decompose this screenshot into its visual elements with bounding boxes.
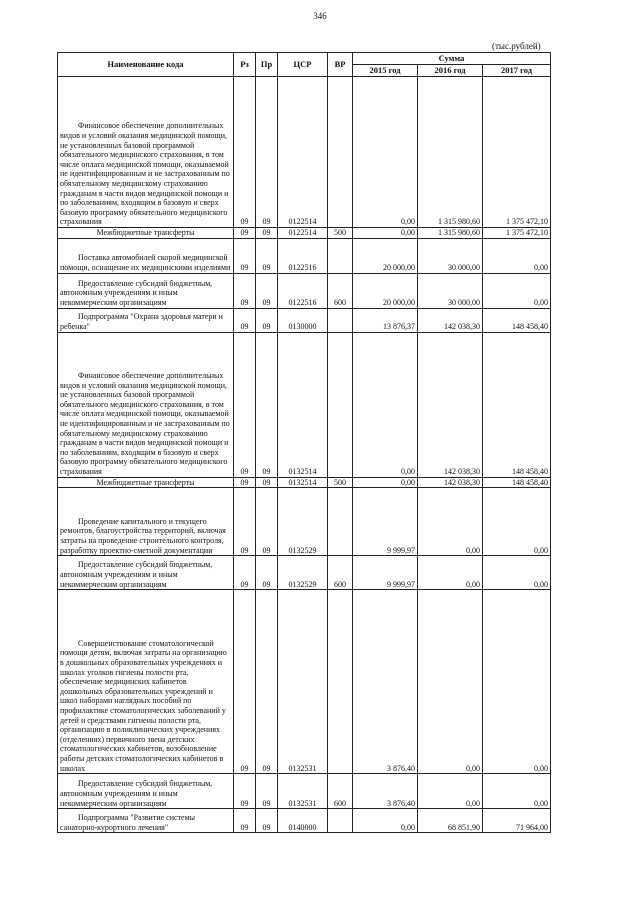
row-2016: 30 000,00 [418, 273, 483, 308]
row-2015: 0,00 [353, 809, 418, 833]
row-pr: 09 [256, 332, 278, 477]
row-name: Проведение капитального и текущего ремонтов, благоустройства территорий, включая затраты на проведение строительного контроля, разработку проектно-сметной документации [58, 488, 234, 556]
row-csr: 0132529 [278, 556, 328, 590]
row-2016: 142 038,30 [418, 477, 483, 488]
row-2015: 3 876,40 [353, 774, 418, 809]
row-pr: 09 [256, 77, 278, 228]
row-2015: 9 999,97 [353, 556, 418, 590]
row-csr: 0122514 [278, 77, 328, 228]
header-sum: Сумма [353, 53, 551, 65]
table-row [58, 228, 551, 239]
row-rz: 09 [234, 228, 256, 239]
row-name: Финансовое обеспечение дополнительных видов и условий оказания медицинской помощи, не установленных базовой программой обязательного медицинского страхования, в том числе оплата медицинской помощи, оказываемой не идентифицированным и не застрахованным по обязательному медицинскому страхованию гражданам в части видов медицинской помощи и по заболеваниям, входящим в базовую и сверх базовую программу обязательного медицинского страхования [58, 332, 234, 477]
row-2016: 0,00 [418, 556, 483, 590]
header-2015: 2015 год [353, 65, 418, 77]
row-name: Совершенствование стоматологической помощи детям, включая затраты на организацию в дошкольных образовательных учреждениях и школах уголков гигиены полости рта, обеспечение медицинских кабинетов дошкольных образовательных учреждений и школ наборами наглядных пособий по профилактике стоматологических заболеваний у детей и средствами гигиены полости рта, организацию в поликлинических учреждениях (отделениях) первичного звена детских стоматологических кабинетов, возобновление работы детских стоматологических кабинетов в школах [58, 590, 234, 774]
row-2017: 0,00 [483, 488, 551, 556]
row-csr: 0132529 [278, 488, 328, 556]
row-2017: 0,00 [483, 238, 551, 273]
row-vr [328, 809, 353, 833]
row-pr: 09 [256, 273, 278, 308]
row-name: Межбюджетные трансферты [58, 477, 234, 488]
row-csr: 0122516 [278, 273, 328, 308]
row-2017: 1 375 472,10 [483, 228, 551, 239]
row-pr: 09 [256, 556, 278, 590]
row-rz: 09 [234, 77, 256, 228]
row-vr: 600 [328, 774, 353, 809]
row-name: Предоставление субсидий бюджетным, автономным учреждениям и иным некоммерческим организациям [58, 273, 234, 308]
row-2015: 0,00 [353, 228, 418, 239]
row-2015: 20 000,00 [353, 273, 418, 308]
row-vr [328, 590, 353, 774]
row-2016: 30 000,00 [418, 238, 483, 273]
row-name: Межбюджетные трансферты [58, 228, 234, 239]
table-row [58, 590, 551, 774]
row-rz: 09 [234, 556, 256, 590]
row-pr: 09 [256, 228, 278, 239]
row-rz: 09 [234, 809, 256, 833]
row-rz: 09 [234, 477, 256, 488]
table-row [58, 308, 551, 332]
row-2016: 0,00 [418, 774, 483, 809]
row-2016: 142 038,30 [418, 332, 483, 477]
row-csr: 0130000 [278, 308, 328, 332]
row-rz: 09 [234, 238, 256, 273]
units-note: (тыс.рублей) [492, 41, 541, 51]
row-2017: 148 458,40 [483, 477, 551, 488]
table-row [58, 809, 551, 833]
row-csr: 0122516 [278, 238, 328, 273]
table-row [58, 488, 551, 556]
header-pr: Пр [256, 53, 278, 77]
row-2015: 0,00 [353, 477, 418, 488]
row-2016: 1 315 980,60 [418, 77, 483, 228]
header-csr: ЦСР [278, 53, 328, 77]
row-2015: 13 876,37 [353, 308, 418, 332]
row-name: Подпрограмма "Охрана здоровья матери и ребенка" [58, 308, 234, 332]
row-pr: 09 [256, 308, 278, 332]
row-name: Финансовое обеспечение дополнительных видов и условий оказания медицинской помощи, не установленных базовой программой обязательного медицинского страхования, в том числе оплата медицинской помощи, оказываемой не идентифицированным и не застрахованным по обязательному медицинскому страхованию гражданам в части видов медицинской помощи и по заболеваниям, входящим в базовую и сверх базовую программу обязательного медицинского страхования [58, 77, 234, 228]
row-vr: 500 [328, 228, 353, 239]
row-vr [328, 332, 353, 477]
budget-table [57, 52, 551, 833]
table-row [58, 774, 551, 809]
row-2016: 68 851,90 [418, 809, 483, 833]
row-2017: 1 375 472,10 [483, 77, 551, 228]
header-2016: 2016 год [418, 65, 483, 77]
page-number: 346 [313, 11, 327, 21]
row-vr [328, 308, 353, 332]
row-vr [328, 488, 353, 556]
row-csr: 0132514 [278, 477, 328, 488]
row-rz: 09 [234, 332, 256, 477]
table-row [58, 77, 551, 228]
row-name: Подпрограмма "Развитие системы санаторно-курортного лечения" [58, 809, 234, 833]
row-vr: 500 [328, 477, 353, 488]
row-rz: 09 [234, 308, 256, 332]
row-2017: 71 964,00 [483, 809, 551, 833]
row-rz: 09 [234, 273, 256, 308]
row-2015: 20 000,00 [353, 238, 418, 273]
row-csr: 0132531 [278, 774, 328, 809]
row-csr: 0140000 [278, 809, 328, 833]
row-vr: 600 [328, 556, 353, 590]
row-pr: 09 [256, 488, 278, 556]
row-vr: 600 [328, 273, 353, 308]
row-pr: 09 [256, 809, 278, 833]
row-rz: 09 [234, 774, 256, 809]
table-row [58, 332, 551, 477]
row-pr: 09 [256, 477, 278, 488]
row-2017: 0,00 [483, 273, 551, 308]
row-name: Предоставление субсидий бюджетным, автономным учреждениям и иным некоммерческим организациям [58, 774, 234, 809]
row-2016: 0,00 [418, 488, 483, 556]
row-2017: 148 458,40 [483, 308, 551, 332]
row-2017: 0,00 [483, 774, 551, 809]
header-2017: 2017 год [483, 65, 551, 77]
table-row [58, 477, 551, 488]
header-vr: ВР [328, 53, 353, 77]
row-2015: 0,00 [353, 77, 418, 228]
row-rz: 09 [234, 488, 256, 556]
row-2015: 3 876,40 [353, 590, 418, 774]
row-vr [328, 77, 353, 228]
row-csr: 0132531 [278, 590, 328, 774]
row-2016: 142 038,30 [418, 308, 483, 332]
row-pr: 09 [256, 590, 278, 774]
row-pr: 09 [256, 238, 278, 273]
row-vr [328, 238, 353, 273]
row-pr: 09 [256, 774, 278, 809]
row-2015: 9 999,97 [353, 488, 418, 556]
row-2017: 148 458,40 [483, 332, 551, 477]
row-2015: 0,00 [353, 332, 418, 477]
header-rz: Рз [234, 53, 256, 77]
row-csr: 0132514 [278, 332, 328, 477]
header-name: Наименование кода [58, 53, 234, 77]
table-row [58, 556, 551, 590]
row-2017: 0,00 [483, 590, 551, 774]
row-rz: 09 [234, 590, 256, 774]
row-name: Предоставление субсидий бюджетным, автономным учреждениям и иным некоммерческим организациям [58, 556, 234, 590]
row-2016: 0,00 [418, 590, 483, 774]
row-name: Поставка автомобилей скорой медицинской помощи, оснащение их медицинскими изделиями [58, 238, 234, 273]
row-2016: 1 315 980,60 [418, 228, 483, 239]
table-row [58, 238, 551, 273]
row-2017: 0,00 [483, 556, 551, 590]
table-row [58, 273, 551, 308]
row-csr: 0122514 [278, 228, 328, 239]
